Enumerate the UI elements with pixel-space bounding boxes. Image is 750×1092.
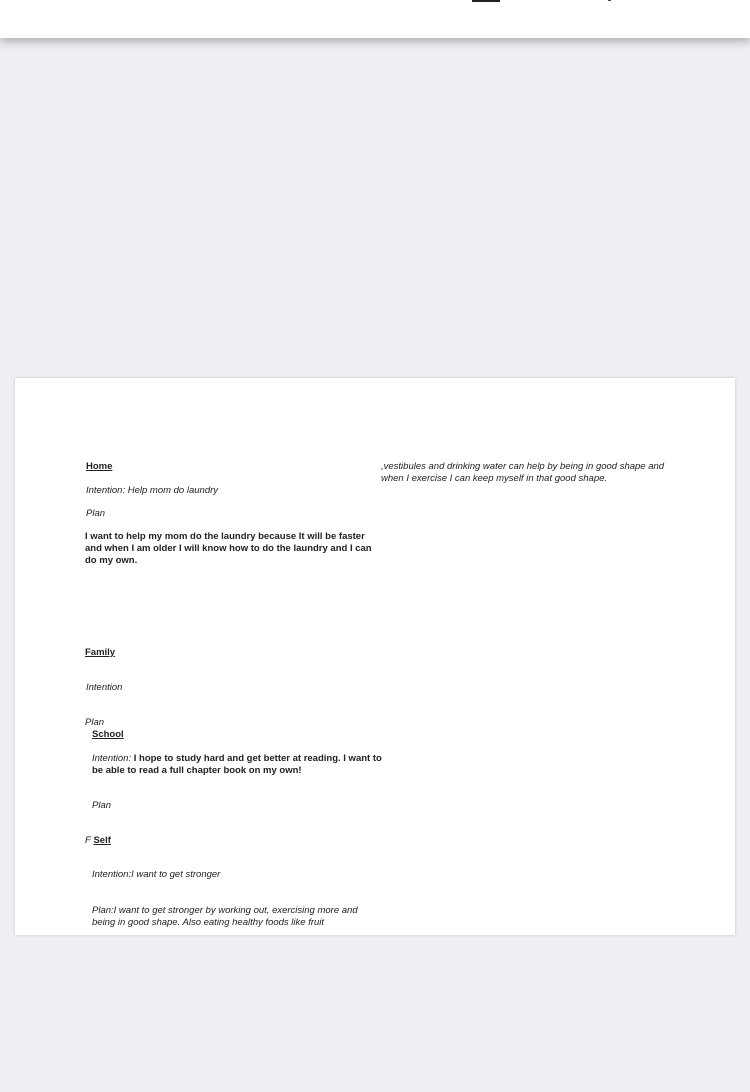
home-plan-label: Plan [86, 508, 106, 519]
top-toolbar [0, 0, 750, 38]
toolbar-fragment-small [608, 0, 611, 1]
school-plan-label: Plan [92, 800, 112, 811]
school-intention-label: Intention: [92, 753, 132, 764]
self-prefix: F [85, 835, 91, 846]
toolbar-fragment [472, 0, 500, 2]
school-intention [92, 753, 382, 777]
document-page [15, 378, 735, 935]
home-plan-body: I want to help my mom do the laundry because It will be faster and when I am older I will know how to do the laundry and I can do my own. [85, 531, 372, 566]
right-column-continuation: ,vestibules and drinking water can help by being in good shape and when I exercise I can keep myself in that good shape. [381, 461, 665, 484]
self-plan: Plan:I want to get stronger by working out, exercising more and being in good shape. Also eating healthy foods like fruit [92, 905, 358, 928]
school-heading: School [92, 729, 124, 740]
self-heading-line [85, 835, 111, 847]
family-intention-label: Intention [86, 682, 123, 693]
self-heading: Self [93, 835, 111, 846]
home-heading: Home [86, 461, 113, 472]
self-intention: Intention:I want to get stronger [92, 869, 221, 880]
school-intention-text: I hope to study hard and get better at reading. I want to be able to read a full chapter book on my own! [92, 753, 382, 776]
home-intention: Intention: Help mom do laundry [86, 485, 219, 496]
family-plan-label: Plan [85, 717, 105, 728]
family-heading: Family [85, 647, 116, 658]
